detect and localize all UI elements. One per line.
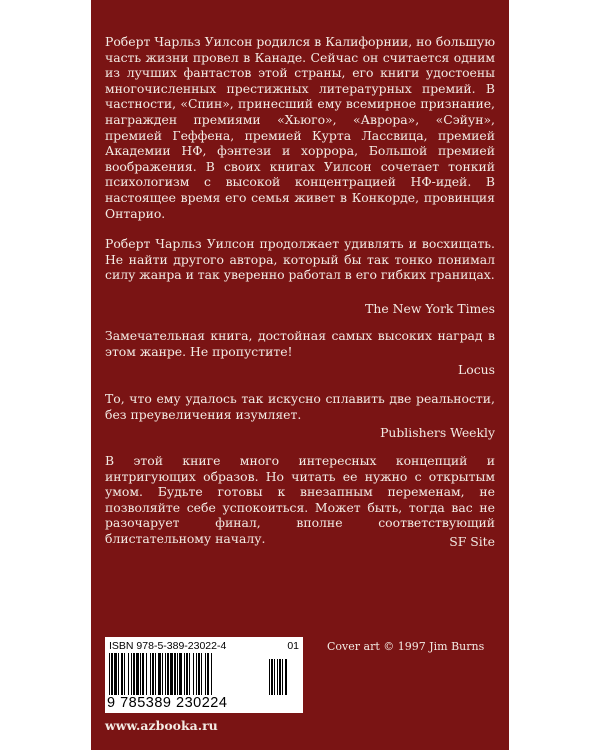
back-cover <box>91 0 509 750</box>
cover-art-credit: Cover art © 1997 Jim Burns <box>327 640 485 653</box>
review-quote-locus: Замечательная книга, достойная самых высоких наград в этом жанре. Не пропустите! <box>105 328 495 359</box>
review-source-pw: Publishers Weekly <box>380 425 495 440</box>
review-quote-nyt: Роберт Чарльз Уилсон продолжает удивлять и восхищать. Не найти другого автора, который бы так тонко понимал силу жанра и так уверенно работал в его гибких границах. <box>105 236 495 283</box>
review-quote-sfsite: В этой книге много интересных концепций и интригующих образов. Но читать ее нужно с открытым умом. Будьте готовы к внезапным переменам, не позволяйте себе успокоиться. Может быть, тогда вас не разочарует финал, вполне соответствующий блистательному началу. <box>105 453 495 546</box>
review-source-locus: Locus <box>458 362 495 377</box>
review-source-sfsite: SF Site <box>449 534 495 549</box>
barcode-bars <box>109 653 299 695</box>
barcode-digits: 9 785389 230224 <box>107 695 228 711</box>
isbn-addon: 01 <box>287 640 299 652</box>
isbn-number: ISBN 978-5-389-23022-4 <box>109 640 227 652</box>
author-bio: Роберт Чарльз Уилсон родился в Калифорнии, но большую часть жизни провел в Канаде. Сейчас он считается одним из лучших фантастов этой страны, его книги удостоены многочисленных престижных литературных премий. В частности, «Спин», принесший ему всемирное признание, награжден премиями «Хьюго», «Аврора», «Сэйун», премией Геффена, премией Курта Лассвица, премией Академии НФ, фэнтези и хоррора, Большой премией воображения. В своих книгах Уилсон сочетает тонкий психологизм с высокой концентрацией НФ-идей. В настоящее время его семья живет в Конкорде, провинция Онтарио. <box>105 34 495 221</box>
isbn-barcode <box>105 637 303 713</box>
publisher-url: www.azbooka.ru <box>105 718 218 733</box>
review-quote-pw: То, что ему удалось так искусно сплавить две реальности, без преувеличения изумляет. <box>105 391 495 422</box>
review-source-nyt: The New York Times <box>365 301 495 316</box>
